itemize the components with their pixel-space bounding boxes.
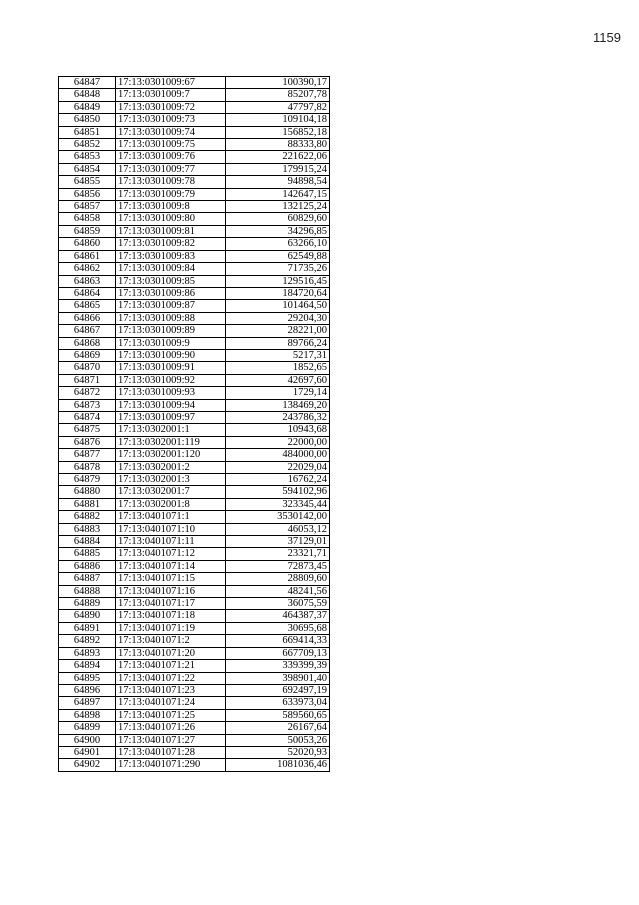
table-row: [59, 709, 330, 721]
row-number-cell: 64902: [59, 759, 116, 771]
cadastral-number-cell: 17:13:0301009:86: [116, 287, 226, 299]
cadastral-value-cell: 62549,88: [226, 250, 330, 262]
cadastral-value-cell: 1852,65: [226, 362, 330, 374]
cadastral-number-cell: 17:13:0401071:15: [116, 573, 226, 585]
row-number-cell: 64854: [59, 163, 116, 175]
cadastral-number-cell: 17:13:0401071:25: [116, 709, 226, 721]
cadastral-number-cell: 17:13:0301009:92: [116, 374, 226, 386]
table-row: [59, 523, 330, 535]
cadastral-value-cell: 10943,68: [226, 424, 330, 436]
cadastral-number-cell: 17:13:0401071:290: [116, 759, 226, 771]
row-number-cell: 64888: [59, 585, 116, 597]
row-number-cell: 64887: [59, 573, 116, 585]
cadastral-number-cell: 17:13:0401071:17: [116, 598, 226, 610]
table-row: [59, 746, 330, 758]
table-row: [59, 411, 330, 423]
cadastral-value-cell: 5217,31: [226, 349, 330, 361]
cadastral-number-cell: 17:13:0301009:89: [116, 325, 226, 337]
cadastral-number-cell: 17:13:0401071:16: [116, 585, 226, 597]
cadastral-number-cell: 17:13:0401071:1: [116, 511, 226, 523]
row-number-cell: 64857: [59, 201, 116, 213]
cadastral-value-cell: 398901,40: [226, 672, 330, 684]
row-number-cell: 64885: [59, 548, 116, 560]
table-row: [59, 312, 330, 324]
cadastral-value-cell: 109104,18: [226, 114, 330, 126]
cadastral-number-cell: 17:13:0401071:27: [116, 734, 226, 746]
cadastral-number-cell: 17:13:0401071:20: [116, 647, 226, 659]
cadastral-value-cell: 72873,45: [226, 560, 330, 572]
cadastral-value-cell: 48241,56: [226, 585, 330, 597]
row-number-cell: 64898: [59, 709, 116, 721]
table-row: [59, 263, 330, 275]
cadastral-value-cell: 16762,24: [226, 474, 330, 486]
row-number-cell: 64867: [59, 325, 116, 337]
table-row: [59, 399, 330, 411]
cadastral-number-cell: 17:13:0301009:93: [116, 387, 226, 399]
table-row: [59, 598, 330, 610]
cadastral-number-cell: 17:13:0301009:85: [116, 275, 226, 287]
cadastral-value-cell: 36075,59: [226, 598, 330, 610]
table-row: [59, 275, 330, 287]
table-row: [59, 635, 330, 647]
cadastral-value-cell: 52020,93: [226, 746, 330, 758]
row-number-cell: 64864: [59, 287, 116, 299]
cadastral-number-cell: 17:13:0401071:10: [116, 523, 226, 535]
cadastral-value-cell: 589560,65: [226, 709, 330, 721]
cadastral-value-cell: 667709,13: [226, 647, 330, 659]
table-row: [59, 188, 330, 200]
table-row: [59, 201, 330, 213]
table-row: [59, 511, 330, 523]
row-number-cell: 64851: [59, 126, 116, 138]
table-row: [59, 225, 330, 237]
cadastral-value-cell: 30695,68: [226, 622, 330, 634]
cadastral-value-cell: 633973,04: [226, 697, 330, 709]
cadastral-value-cell: 339399,39: [226, 660, 330, 672]
row-number-cell: 64901: [59, 746, 116, 758]
row-number-cell: 64893: [59, 647, 116, 659]
cadastral-value-cell: 29204,30: [226, 312, 330, 324]
cadastral-value-cell: 101464,50: [226, 300, 330, 312]
row-number-cell: 64899: [59, 722, 116, 734]
row-number-cell: 64855: [59, 176, 116, 188]
row-number-cell: 64877: [59, 449, 116, 461]
table-row: [59, 101, 330, 113]
cadastral-number-cell: 17:13:0301009:73: [116, 114, 226, 126]
table-row: [59, 176, 330, 188]
row-number-cell: 64883: [59, 523, 116, 535]
cadastral-value-cell: 179915,24: [226, 163, 330, 175]
cadastral-value-cell: 594102,96: [226, 486, 330, 498]
table-row: [59, 114, 330, 126]
row-number-cell: 64856: [59, 188, 116, 200]
table-row: [59, 548, 330, 560]
row-number-cell: 64863: [59, 275, 116, 287]
cadastral-value-cell: 85207,78: [226, 89, 330, 101]
cadastral-value-cell: 138469,20: [226, 399, 330, 411]
row-number-cell: 64868: [59, 337, 116, 349]
table-row: [59, 722, 330, 734]
table-row: [59, 573, 330, 585]
row-number-cell: 64847: [59, 77, 116, 89]
cadastral-value-cell: 94898,54: [226, 176, 330, 188]
table-row: [59, 325, 330, 337]
row-number-cell: 64881: [59, 498, 116, 510]
cadastral-value-cell: 34296,85: [226, 225, 330, 237]
cadastral-number-cell: 17:13:0401071:2: [116, 635, 226, 647]
cadastral-number-cell: 17:13:0301009:67: [116, 77, 226, 89]
row-number-cell: 64878: [59, 461, 116, 473]
table-row: [59, 163, 330, 175]
cadastral-number-cell: 17:13:0301009:7: [116, 89, 226, 101]
cadastral-number-cell: 17:13:0301009:90: [116, 349, 226, 361]
row-number-cell: 64872: [59, 387, 116, 399]
table-row: [59, 474, 330, 486]
cadastral-number-cell: 17:13:0401071:23: [116, 684, 226, 696]
table-row: [59, 585, 330, 597]
cadastral-number-cell: 17:13:0301009:80: [116, 213, 226, 225]
cadastral-number-cell: 17:13:0302001:3: [116, 474, 226, 486]
row-number-cell: 64853: [59, 151, 116, 163]
cadastral-value-cell: 60829,60: [226, 213, 330, 225]
row-number-cell: 64848: [59, 89, 116, 101]
table-row: [59, 213, 330, 225]
page-number: 1159: [593, 30, 621, 45]
table-row: [59, 374, 330, 386]
cadastral-number-cell: 17:13:0301009:79: [116, 188, 226, 200]
table-row: [59, 486, 330, 498]
table-row: [59, 647, 330, 659]
cadastral-value-cell: 28221,00: [226, 325, 330, 337]
row-number-cell: 64860: [59, 238, 116, 250]
cadastral-value-cell: 464387,37: [226, 610, 330, 622]
row-number-cell: 64861: [59, 250, 116, 262]
cadastral-number-cell: 17:13:0401071:19: [116, 622, 226, 634]
cadastral-number-cell: 17:13:0301009:81: [116, 225, 226, 237]
cadastral-value-cell: 3530142,00: [226, 511, 330, 523]
cadastral-value-cell: 47797,82: [226, 101, 330, 113]
table-row: [59, 238, 330, 250]
cadastral-value-cell: 221622,06: [226, 151, 330, 163]
table-row: [59, 424, 330, 436]
row-number-cell: 64858: [59, 213, 116, 225]
cadastral-number-cell: 17:13:0301009:78: [116, 176, 226, 188]
cadastral-number-cell: 17:13:0302001:119: [116, 436, 226, 448]
row-number-cell: 64892: [59, 635, 116, 647]
cadastral-value-cell: 50053,26: [226, 734, 330, 746]
row-number-cell: 64894: [59, 660, 116, 672]
row-number-cell: 64895: [59, 672, 116, 684]
row-number-cell: 64891: [59, 622, 116, 634]
cadastral-number-cell: 17:13:0302001:8: [116, 498, 226, 510]
cadastral-value-cell: 37129,01: [226, 536, 330, 548]
table-row: [59, 387, 330, 399]
cadastral-number-cell: 17:13:0301009:76: [116, 151, 226, 163]
row-number-cell: 64889: [59, 598, 116, 610]
row-number-cell: 64869: [59, 349, 116, 361]
table-row: [59, 300, 330, 312]
cadastral-value-cell: 63266,10: [226, 238, 330, 250]
row-number-cell: 64880: [59, 486, 116, 498]
row-number-cell: 64879: [59, 474, 116, 486]
cadastral-value-cell: 71735,26: [226, 263, 330, 275]
cadastral-number-cell: 17:13:0301009:87: [116, 300, 226, 312]
table-row: [59, 362, 330, 374]
cadastral-number-cell: 17:13:0301009:74: [116, 126, 226, 138]
table-row: [59, 151, 330, 163]
table-row: [59, 660, 330, 672]
row-number-cell: 64876: [59, 436, 116, 448]
table-row: [59, 77, 330, 89]
row-number-cell: 64859: [59, 225, 116, 237]
cadastral-number-cell: 17:13:0401071:21: [116, 660, 226, 672]
table-row: [59, 622, 330, 634]
cadastral-number-cell: 17:13:0301009:97: [116, 411, 226, 423]
cadastral-number-cell: 17:13:0302001:7: [116, 486, 226, 498]
cadastral-number-cell: 17:13:0401071:22: [116, 672, 226, 684]
cadastral-value-cell: 132125,24: [226, 201, 330, 213]
cadastral-value-table: [58, 76, 330, 772]
table-row: [59, 684, 330, 696]
cadastral-number-cell: 17:13:0301009:88: [116, 312, 226, 324]
cadastral-number-cell: 17:13:0302001:1: [116, 424, 226, 436]
cadastral-number-cell: 17:13:0401071:26: [116, 722, 226, 734]
cadastral-number-cell: 17:13:0301009:82: [116, 238, 226, 250]
table-row: [59, 672, 330, 684]
cadastral-value-cell: 89766,24: [226, 337, 330, 349]
row-number-cell: 64875: [59, 424, 116, 436]
cadastral-value-cell: 1081036,46: [226, 759, 330, 771]
row-number-cell: 64873: [59, 399, 116, 411]
cadastral-number-cell: 17:13:0301009:75: [116, 139, 226, 151]
cadastral-number-cell: 17:13:0301009:72: [116, 101, 226, 113]
cadastral-value-cell: 28809,60: [226, 573, 330, 585]
cadastral-value-cell: 22000,00: [226, 436, 330, 448]
table-row: [59, 449, 330, 461]
cadastral-number-cell: 17:13:0401071:28: [116, 746, 226, 758]
cadastral-value-cell: 23321,71: [226, 548, 330, 560]
cadastral-number-cell: 17:13:0302001:2: [116, 461, 226, 473]
table-row: [59, 610, 330, 622]
row-number-cell: 64882: [59, 511, 116, 523]
cadastral-value-cell: 129516,45: [226, 275, 330, 287]
cadastral-number-cell: 17:13:0301009:91: [116, 362, 226, 374]
cadastral-number-cell: 17:13:0401071:24: [116, 697, 226, 709]
cadastral-number-cell: 17:13:0301009:8: [116, 201, 226, 213]
cadastral-number-cell: 17:13:0401071:11: [116, 536, 226, 548]
cadastral-value-cell: 42697,60: [226, 374, 330, 386]
row-number-cell: 64886: [59, 560, 116, 572]
cadastral-value-cell: 142647,15: [226, 188, 330, 200]
table-row: [59, 126, 330, 138]
table-body: [59, 77, 330, 772]
cadastral-value-cell: 692497,19: [226, 684, 330, 696]
cadastral-value-cell: 26167,64: [226, 722, 330, 734]
table-row: [59, 337, 330, 349]
table-row: [59, 560, 330, 572]
cadastral-number-cell: 17:13:0301009:84: [116, 263, 226, 275]
row-number-cell: 64865: [59, 300, 116, 312]
row-number-cell: 64852: [59, 139, 116, 151]
cadastral-value-cell: 669414,33: [226, 635, 330, 647]
cadastral-number-cell: 17:13:0401071:18: [116, 610, 226, 622]
cadastral-number-cell: 17:13:0401071:12: [116, 548, 226, 560]
cadastral-value-cell: 88333,80: [226, 139, 330, 151]
table-row: [59, 759, 330, 771]
cadastral-number-cell: 17:13:0401071:14: [116, 560, 226, 572]
table-row: [59, 349, 330, 361]
cadastral-number-cell: 17:13:0301009:9: [116, 337, 226, 349]
row-number-cell: 64871: [59, 374, 116, 386]
table-row: [59, 89, 330, 101]
table-row: [59, 436, 330, 448]
table-row: [59, 461, 330, 473]
cadastral-value-cell: 46053,12: [226, 523, 330, 535]
row-number-cell: 64849: [59, 101, 116, 113]
cadastral-number-cell: 17:13:0301009:83: [116, 250, 226, 262]
row-number-cell: 64862: [59, 263, 116, 275]
cadastral-value-cell: 243786,32: [226, 411, 330, 423]
table-row: [59, 250, 330, 262]
table-row: [59, 287, 330, 299]
table-row: [59, 139, 330, 151]
cadastral-number-cell: 17:13:0301009:94: [116, 399, 226, 411]
cadastral-value-cell: 156852,18: [226, 126, 330, 138]
cadastral-number-cell: 17:13:0301009:77: [116, 163, 226, 175]
row-number-cell: 64874: [59, 411, 116, 423]
row-number-cell: 64870: [59, 362, 116, 374]
cadastral-value-cell: 484000,00: [226, 449, 330, 461]
row-number-cell: 64900: [59, 734, 116, 746]
cadastral-value-cell: 184720,64: [226, 287, 330, 299]
row-number-cell: 64896: [59, 684, 116, 696]
cadastral-value-cell: 323345,44: [226, 498, 330, 510]
table-row: [59, 536, 330, 548]
cadastral-value-cell: 1729,14: [226, 387, 330, 399]
cadastral-number-cell: 17:13:0302001:120: [116, 449, 226, 461]
cadastral-value-cell: 100390,17: [226, 77, 330, 89]
row-number-cell: 64897: [59, 697, 116, 709]
table-row: [59, 734, 330, 746]
row-number-cell: 64884: [59, 536, 116, 548]
row-number-cell: 64850: [59, 114, 116, 126]
row-number-cell: 64866: [59, 312, 116, 324]
row-number-cell: 64890: [59, 610, 116, 622]
table-row: [59, 697, 330, 709]
cadastral-value-cell: 22029,04: [226, 461, 330, 473]
table-row: [59, 498, 330, 510]
